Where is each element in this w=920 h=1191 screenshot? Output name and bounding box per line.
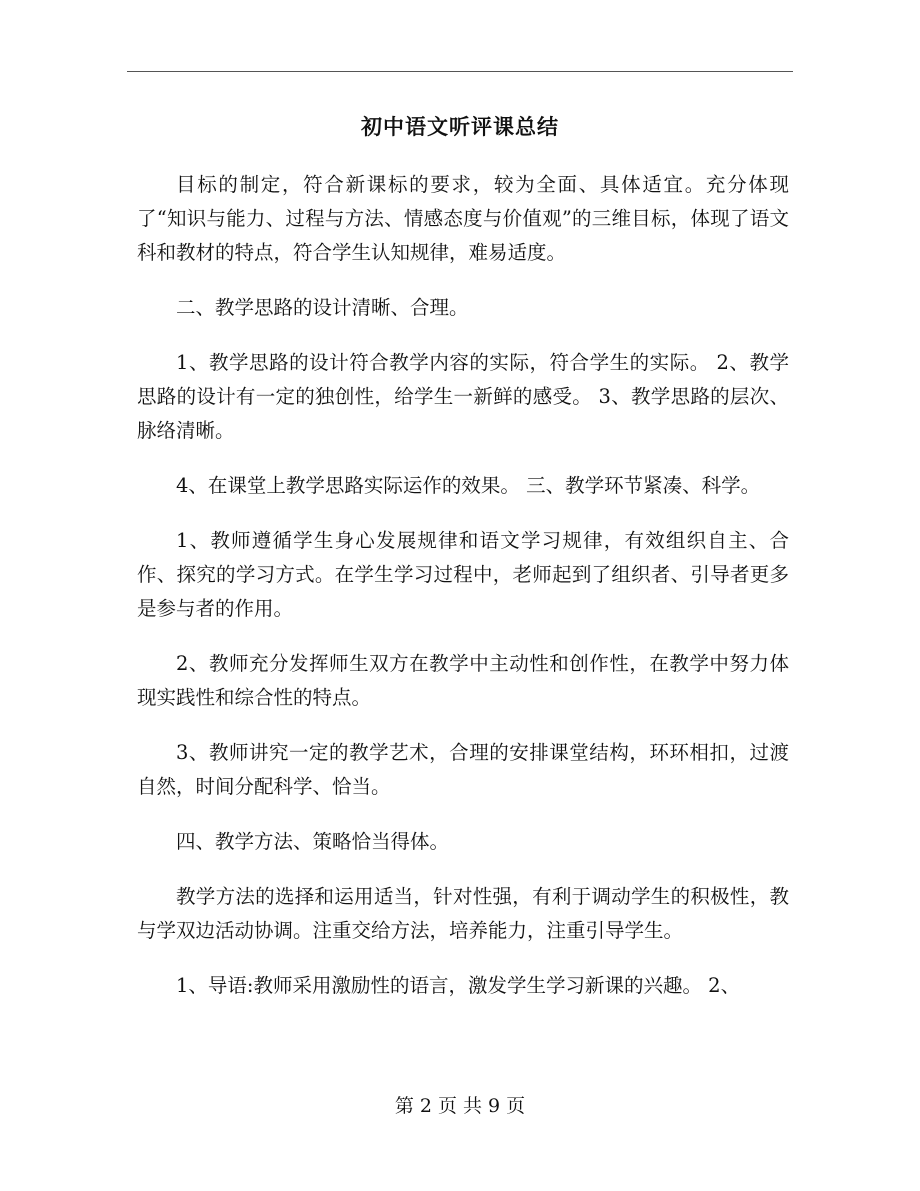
paragraph-intro: 1、导语:教师采用激励性的语言，激发学生学习新课的兴趣。 2、 bbox=[176, 974, 741, 997]
document-title: 初中语文听评课总结 bbox=[361, 114, 559, 139]
paragraph-teaching-ideas: 1、教学思路的设计符合教学内容的实际，符合学生的实际。 2、教学思路的设计有一定的独创性，给学生一新鲜的感受。 3、教学思路的层次、脉络清晰。 bbox=[137, 351, 789, 442]
paragraph-methods: 教学方法的选择和运用适当，针对性强，有利于调动学生的积极性，教与学双边活动协调。注重交给方法，培养能力，注重引导学生。 bbox=[137, 885, 789, 942]
header-rule bbox=[127, 71, 793, 72]
paragraph-initiative: 2、教师充分发挥师生双方在教学中主动性和创作性，在教学中努力体现实践性和综合性的特点。 bbox=[137, 652, 789, 709]
paragraph-teaching-art: 3、教师讲究一定的教学艺术，合理的安排课堂结构，环环相扣，过渡自然，时间分配科学、恰当。 bbox=[137, 741, 789, 798]
paragraph-learning-rules: 1、教师遵循学生身心发展规律和语文学习规律，有效组织自主、合作、探究的学习方式。在学生学习过程中，老师起到了组织者、引导者更多是参与者的作用。 bbox=[137, 529, 789, 620]
document-body bbox=[137, 168, 789, 1024]
paragraph-section-2-heading: 二、教学思路的设计清晰、合理。 bbox=[176, 296, 469, 319]
paragraph-section-4-heading: 四、教学方法、策略恰当得体。 bbox=[176, 830, 450, 853]
page-number-footer: 第 2 页 共 9 页 bbox=[394, 1095, 526, 1117]
paragraph-objectives: 目标的制定，符合新课标的要求，较为全面、具体适宜。充分体现了“知识与能力、过程与方法、情感态度与价值观”的三维目标，体现了语文科和教材的特点，符合学生认知规律，难易适度。 bbox=[137, 173, 789, 264]
paragraph-classroom-effect: 4、在课堂上教学思路实际运作的效果。 三、教学环节紧凑、科学。 bbox=[176, 474, 761, 497]
